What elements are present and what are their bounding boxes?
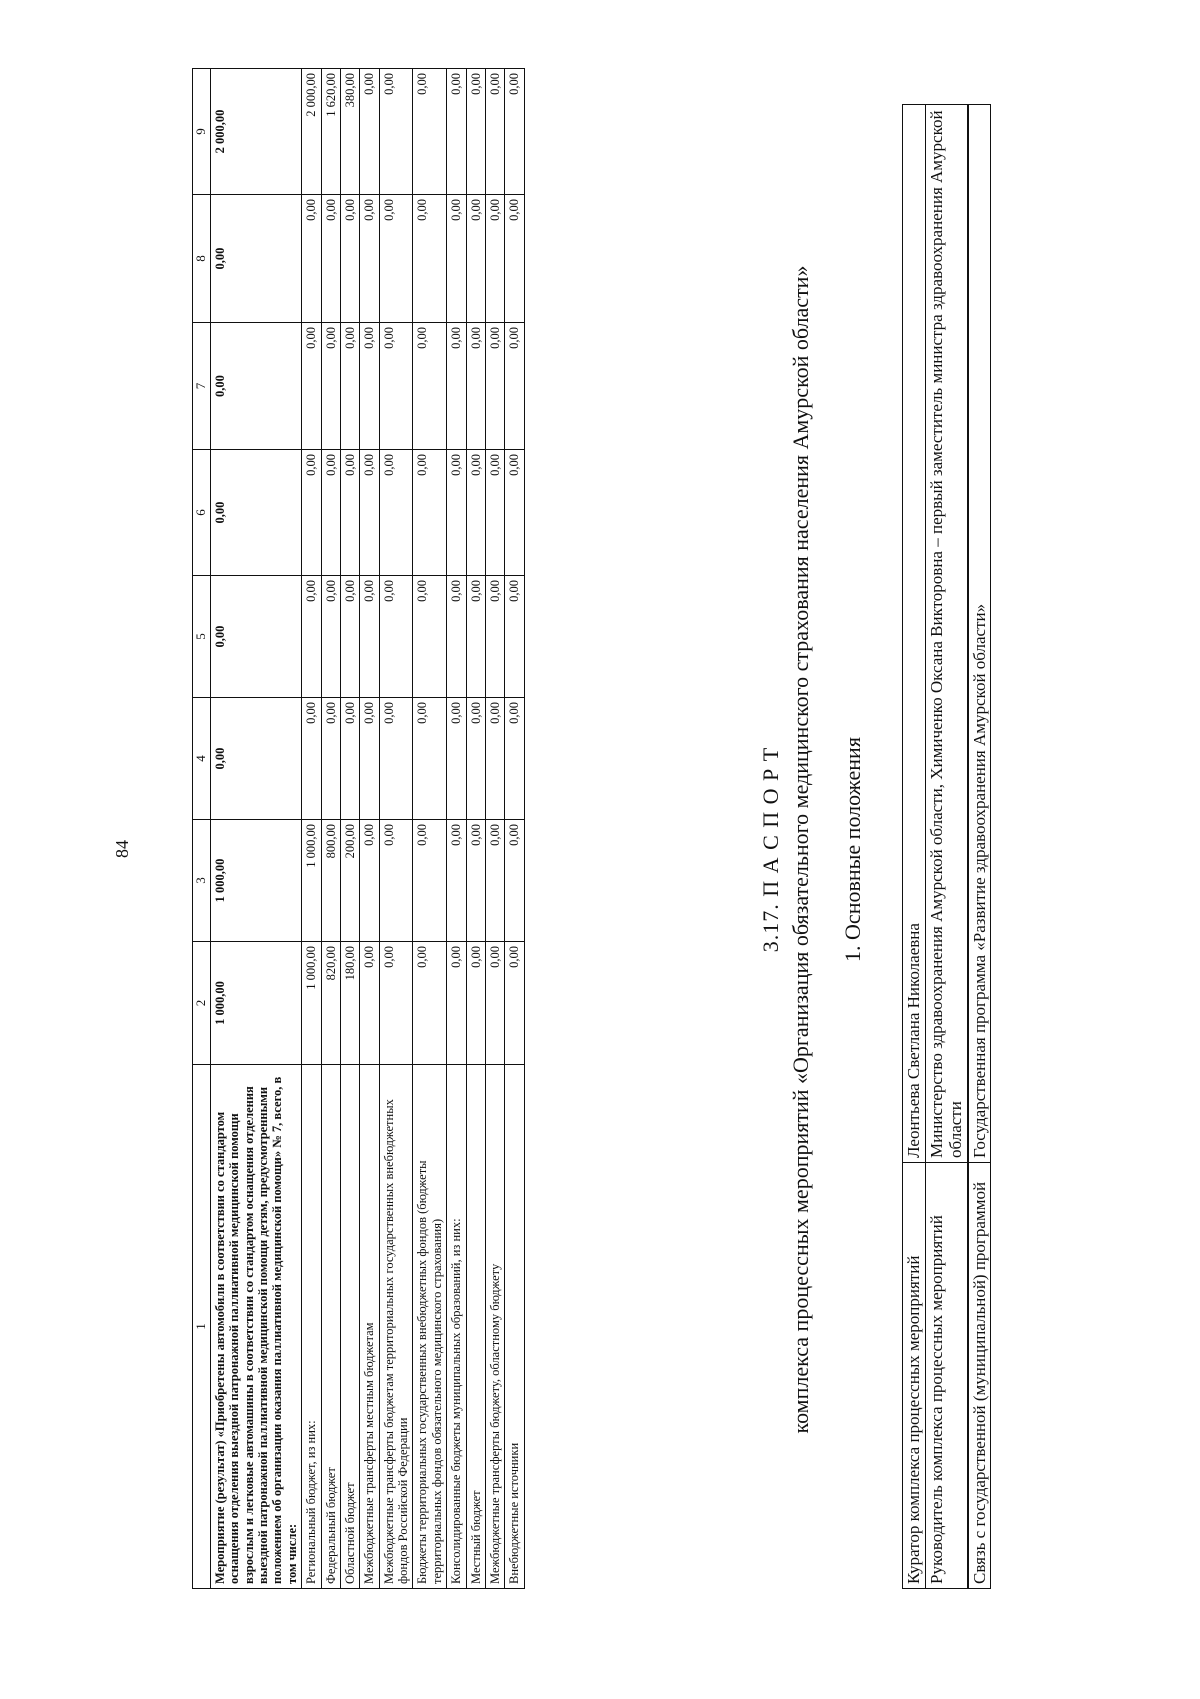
amount-cell: 0,00	[360, 820, 379, 942]
amount-cell: 0,00	[302, 195, 321, 323]
amount-cell: 0,00	[505, 450, 524, 576]
amount-cell: 0,00	[413, 942, 447, 1065]
amount-cell: 0,00	[505, 820, 524, 942]
passport-title: 3.17. П А С П О Р Т	[758, 746, 783, 953]
amount-cell: 0,00	[505, 195, 524, 323]
column-number: 4	[193, 698, 211, 820]
amount-cell: 0,00	[210, 576, 301, 698]
basic-provisions-table	[902, 104, 991, 1589]
amount-cell: 0,00	[505, 69, 524, 195]
amount-cell: 0,00	[485, 820, 504, 942]
amount-cell: 0,00	[505, 942, 524, 1065]
amount-cell: 0,00	[466, 576, 485, 698]
amount-cell: 1 000,00	[210, 942, 301, 1065]
amount-cell: 0,00	[360, 698, 379, 820]
amount-cell: 0,00	[379, 69, 413, 195]
amount-cell: 0,00	[302, 450, 321, 576]
info-label: Куратор комплекса процессных мероприятий	[903, 1163, 926, 1589]
row-label: Консолидированные бюджеты муниципальных образований, из них:	[447, 1065, 466, 1589]
amount-cell: 0,00	[340, 450, 359, 576]
amount-cell: 0,00	[321, 698, 340, 820]
amount-cell: 0,00	[466, 323, 485, 450]
amount-cell: 1 000,00	[210, 820, 301, 942]
amount-cell: 2 000,00	[302, 69, 321, 195]
row-label: Областной бюджет	[340, 1065, 359, 1589]
amount-cell: 1 620,00	[321, 69, 340, 195]
amount-cell: 0,00	[466, 69, 485, 195]
info-value: Государственная программа «Развитие здравоохранения Амурской области»	[968, 105, 991, 1163]
column-number: 2	[193, 942, 211, 1065]
amount-cell: 0,00	[321, 195, 340, 323]
amount-cell: 0,00	[485, 576, 504, 698]
row-label: Внебюджетные источники	[505, 1065, 524, 1589]
amount-cell: 2 000,00	[210, 69, 301, 195]
table-row	[340, 69, 359, 1589]
amount-cell: 0,00	[485, 450, 504, 576]
amount-cell: 0,00	[485, 195, 504, 323]
amount-cell: 0,00	[505, 576, 524, 698]
amount-cell: 0,00	[360, 942, 379, 1065]
amount-cell: 0,00	[413, 323, 447, 450]
amount-cell: 0,00	[413, 69, 447, 195]
amount-cell: 0,00	[379, 942, 413, 1065]
table-row	[447, 69, 466, 1589]
amount-cell: 180,00	[340, 942, 359, 1065]
row-label: Бюджеты территориальных государственных внебюджетных фондов (бюджеты территориальных фондов обязательного медицинского страхования)	[413, 1065, 447, 1589]
section-heading: 1. Основные положения	[840, 737, 865, 962]
row-label: Региональный бюджет, из них:	[302, 1065, 321, 1589]
amount-cell: 0,00	[447, 323, 466, 450]
column-number: 1	[193, 1065, 211, 1589]
amount-cell: 0,00	[360, 323, 379, 450]
amount-cell: 0,00	[466, 698, 485, 820]
table-row	[302, 69, 321, 1589]
amount-cell: 200,00	[340, 820, 359, 942]
amount-cell: 0,00	[379, 698, 413, 820]
amount-cell: 380,00	[340, 69, 359, 195]
amount-cell: 0,00	[321, 576, 340, 698]
column-number: 5	[193, 576, 211, 698]
table-row	[210, 69, 301, 1589]
amount-cell: 0,00	[447, 698, 466, 820]
amount-cell: 0,00	[447, 576, 466, 698]
info-label: Руководитель комплекса процессных мероприятий	[925, 1163, 968, 1589]
amount-cell: 0,00	[379, 820, 413, 942]
table-header-row	[193, 69, 211, 1589]
amount-cell: 820,00	[321, 942, 340, 1065]
table-row	[360, 69, 379, 1589]
amount-cell: 0,00	[360, 195, 379, 323]
amount-cell: 0,00	[413, 450, 447, 576]
amount-cell: 0,00	[447, 942, 466, 1065]
amount-cell: 0,00	[321, 450, 340, 576]
amount-cell: 0,00	[413, 820, 447, 942]
table-row	[413, 69, 447, 1589]
amount-cell: 0,00	[210, 323, 301, 450]
info-label: Связь с государственной (муниципальной) программой	[968, 1163, 991, 1589]
amount-cell: 0,00	[466, 942, 485, 1065]
amount-cell: 0,00	[379, 323, 413, 450]
passport-subtitle: комплекса процессных мероприятий «Организация обязательного медицинского страхования населения Амурской области»	[788, 265, 813, 1434]
amount-cell: 0,00	[447, 195, 466, 323]
amount-cell: 0,00	[360, 69, 379, 195]
amount-cell: 0,00	[340, 698, 359, 820]
amount-cell: 0,00	[321, 323, 340, 450]
table-row	[485, 69, 504, 1589]
amount-cell: 0,00	[302, 576, 321, 698]
page-number: 84	[112, 840, 132, 858]
amount-cell: 0,00	[413, 698, 447, 820]
table-row	[466, 69, 485, 1589]
amount-cell: 0,00	[466, 450, 485, 576]
amount-cell: 0,00	[505, 698, 524, 820]
row-label: Мероприятие (результат) «Приобретены автомобили в соответствии со стандартом оснащения отделения выездной патронажной паллиативной медицинской помощи взрослым и легковые автомашины в соответствии со стандартом оснащения отделения выездной патронажной паллиативной медицинской помощи детям, предусмотренными положением об организации оказания паллиативной медицинской помощи» № 7, всего, в том числе:	[210, 1065, 301, 1589]
amount-cell: 0,00	[302, 698, 321, 820]
amount-cell: 0,00	[485, 942, 504, 1065]
amount-cell: 0,00	[447, 69, 466, 195]
info-row	[968, 105, 991, 1589]
amount-cell: 0,00	[340, 323, 359, 450]
info-row	[925, 105, 968, 1589]
column-number: 6	[193, 450, 211, 576]
row-label: Федеральный бюджет	[321, 1065, 340, 1589]
table-row	[505, 69, 524, 1589]
column-number: 3	[193, 820, 211, 942]
amount-cell: 0,00	[340, 195, 359, 323]
column-number: 8	[193, 195, 211, 323]
amount-cell: 0,00	[466, 820, 485, 942]
amount-cell: 0,00	[379, 195, 413, 323]
finance-table	[192, 68, 525, 1589]
amount-cell: 0,00	[210, 450, 301, 576]
amount-cell: 0,00	[413, 195, 447, 323]
info-value: Министерство здравоохранения Амурской области, Химиченко Оксана Викторовна – первый заместитель министра здравоохранения Амурской области	[925, 105, 968, 1163]
row-label: Межбюджетные трансферты местным бюджетам	[360, 1065, 379, 1589]
amount-cell: 0,00	[413, 576, 447, 698]
info-row	[903, 105, 926, 1589]
amount-cell: 0,00	[360, 576, 379, 698]
amount-cell: 0,00	[210, 195, 301, 323]
amount-cell: 0,00	[340, 576, 359, 698]
amount-cell: 0,00	[360, 450, 379, 576]
amount-cell: 0,00	[379, 576, 413, 698]
column-number: 9	[193, 69, 211, 195]
amount-cell: 0,00	[210, 698, 301, 820]
amount-cell: 800,00	[321, 820, 340, 942]
column-number: 7	[193, 323, 211, 450]
amount-cell: 0,00	[485, 323, 504, 450]
table-row	[321, 69, 340, 1589]
info-value: Леонтьева Светлана Николаевна	[903, 105, 926, 1163]
table-row	[379, 69, 413, 1589]
amount-cell: 0,00	[302, 323, 321, 450]
row-label: Местный бюджет	[466, 1065, 485, 1589]
amount-cell: 0,00	[379, 450, 413, 576]
amount-cell: 0,00	[447, 450, 466, 576]
amount-cell: 1 000,00	[302, 820, 321, 942]
amount-cell: 0,00	[466, 195, 485, 323]
amount-cell: 0,00	[505, 323, 524, 450]
amount-cell: 0,00	[485, 69, 504, 195]
row-label: Межбюджетные трансферты бюджету, областному бюджету	[485, 1065, 504, 1589]
amount-cell: 1 000,00	[302, 942, 321, 1065]
amount-cell: 0,00	[447, 820, 466, 942]
row-label: Межбюджетные трансферты бюджетам территориальных государственных внебюджетных фондов Российской Федерации	[379, 1065, 413, 1589]
amount-cell: 0,00	[485, 698, 504, 820]
